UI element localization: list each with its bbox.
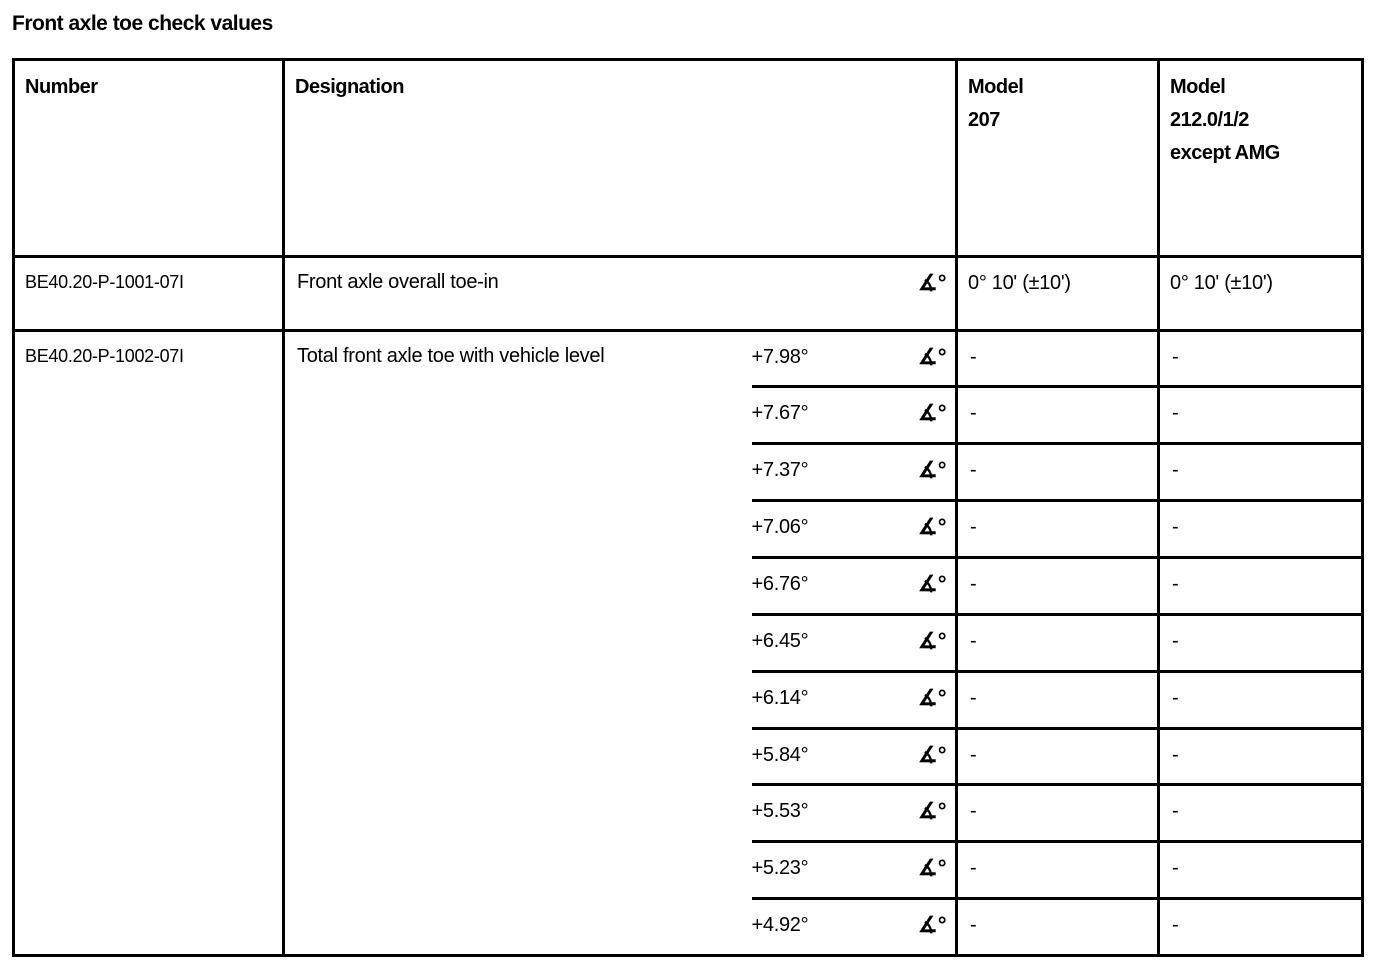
row-model-212-value: - bbox=[1159, 387, 1363, 444]
vehicle-level-angle: +4.92° bbox=[752, 899, 910, 956]
angle-icon: ∡° bbox=[917, 912, 947, 938]
row-model-207-value: - bbox=[957, 785, 1159, 842]
angle-icon: ∡° bbox=[917, 400, 947, 426]
row-model-212-value: - bbox=[1159, 842, 1363, 899]
angle-icon: ∡° bbox=[917, 684, 947, 710]
row-number: BE40.20-P-1002-07I bbox=[14, 330, 284, 955]
row-designation: Total front axle toe with vehicle level bbox=[284, 330, 752, 955]
header-model-212-line3: except AMG bbox=[1170, 142, 1280, 164]
header-model-212 bbox=[1159, 60, 1363, 257]
row-model-207-value: - bbox=[957, 330, 1159, 387]
row-model-207-value: - bbox=[957, 671, 1159, 728]
vehicle-level-angle: +5.84° bbox=[752, 728, 910, 785]
vehicle-level-angle: +6.45° bbox=[752, 614, 910, 671]
header-model-207-line2: 207 bbox=[968, 109, 1000, 131]
row-model-207-value: - bbox=[957, 899, 1159, 956]
vehicle-level-angle: +6.14° bbox=[752, 671, 910, 728]
toe-check-table bbox=[12, 58, 1364, 957]
row-model-212-value: - bbox=[1159, 899, 1363, 956]
vehicle-level-angle: +7.98° bbox=[752, 330, 910, 387]
angle-icon: ∡° bbox=[917, 343, 947, 369]
header-number: Number bbox=[14, 60, 284, 257]
row-number: BE40.20-P-1001-07I bbox=[14, 257, 284, 331]
row-model-207-value: - bbox=[957, 842, 1159, 899]
angle-icon: ∡° bbox=[917, 514, 947, 540]
angle-icon: ∡° bbox=[917, 798, 947, 824]
header-model-207-line1: Model bbox=[968, 76, 1024, 98]
angle-icon: ∡° bbox=[917, 627, 947, 653]
row-model-212-value: - bbox=[1159, 671, 1363, 728]
table-row bbox=[14, 257, 1363, 331]
vehicle-level-angle: +7.67° bbox=[752, 387, 910, 444]
row-model-207-value: - bbox=[957, 614, 1159, 671]
header-model-212-line1: Model bbox=[1170, 76, 1226, 98]
row-model-212-value: - bbox=[1159, 501, 1363, 558]
row-model-212-value: 0° 10' (±10') bbox=[1159, 257, 1363, 331]
row-model-212-value: - bbox=[1159, 785, 1363, 842]
row-model-212-value: - bbox=[1159, 444, 1363, 501]
angle-icon: ∡° bbox=[917, 741, 947, 767]
row-model-207-value: - bbox=[957, 444, 1159, 501]
vehicle-level-angle: +7.06° bbox=[752, 501, 910, 558]
row-model-212-value: - bbox=[1159, 558, 1363, 615]
row-model-212-value: - bbox=[1159, 728, 1363, 785]
row-model-212-value: - bbox=[1159, 614, 1363, 671]
angle-icon: ∡° bbox=[917, 855, 947, 881]
angle-icon: ∡° bbox=[917, 571, 947, 596]
vehicle-level-angle: +7.37° bbox=[752, 444, 910, 501]
vehicle-level-angle: +5.53° bbox=[752, 785, 910, 842]
table-row bbox=[14, 330, 1363, 387]
row-model-207-value: - bbox=[957, 501, 1159, 558]
header-row bbox=[14, 60, 1363, 257]
row-model-207-value: - bbox=[957, 387, 1159, 444]
header-model-207 bbox=[957, 60, 1159, 257]
row-model-207-value: - bbox=[957, 558, 1159, 615]
row-model-207-value: 0° 10' (±10') bbox=[957, 257, 1159, 331]
vehicle-level-angle: +5.23° bbox=[752, 842, 910, 899]
angle-icon: ∡° bbox=[917, 457, 947, 483]
row-model-212-value: - bbox=[1159, 330, 1363, 387]
row-model-207-value: - bbox=[957, 728, 1159, 785]
angle-icon: ∡° bbox=[917, 270, 947, 295]
vehicle-level-angle: +6.76° bbox=[752, 558, 910, 615]
row-designation: Front axle overall toe-in bbox=[284, 257, 910, 331]
page-title: Front axle toe check values bbox=[12, 12, 273, 35]
header-model-212-line2: 212.0/1/2 bbox=[1170, 109, 1249, 131]
header-designation: Designation bbox=[284, 60, 957, 257]
